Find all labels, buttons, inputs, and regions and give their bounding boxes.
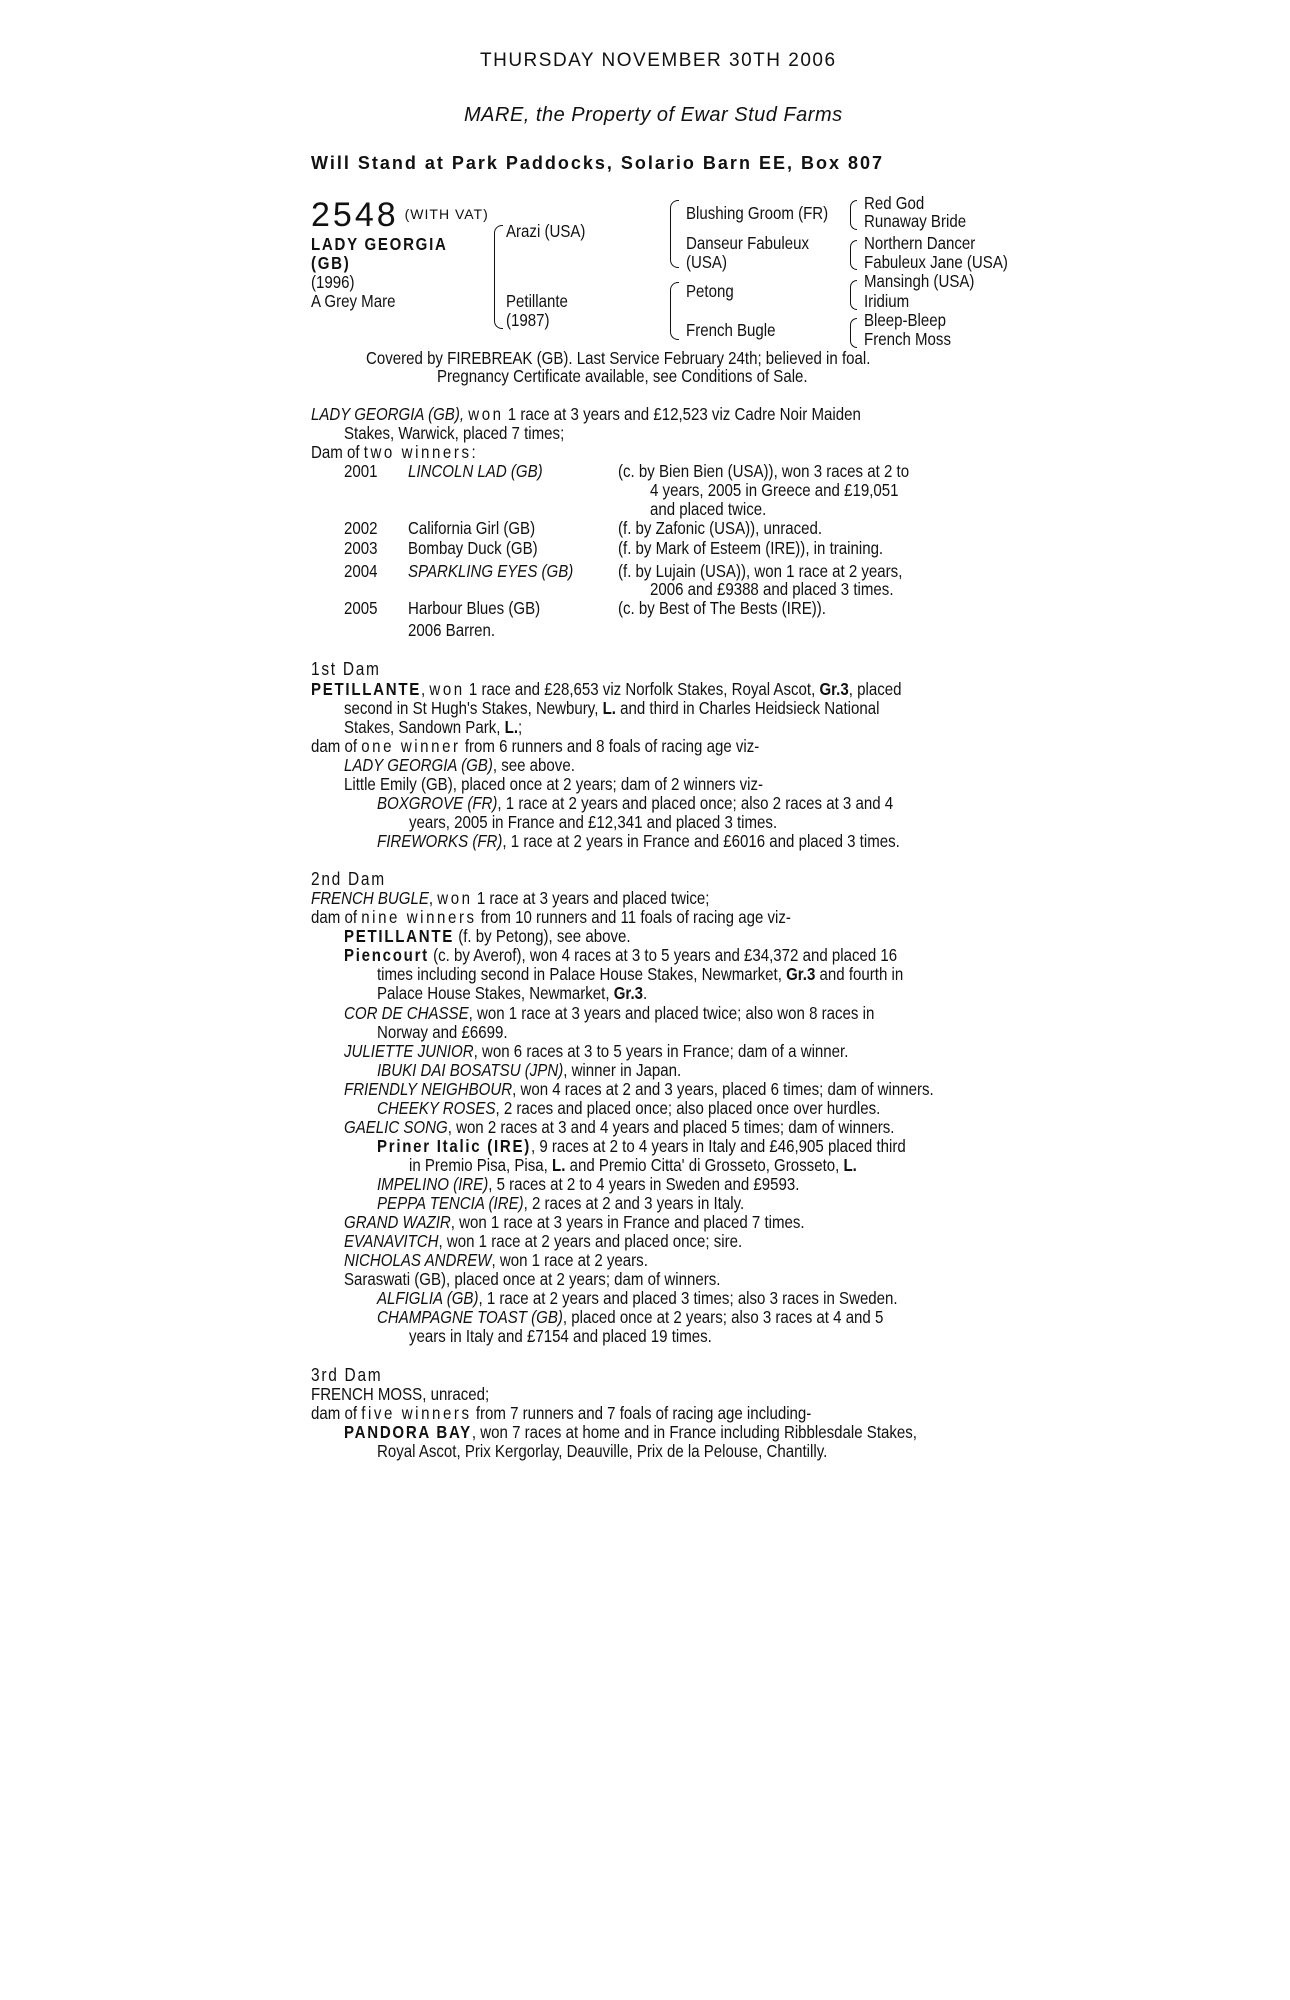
produce-detail: . — [643, 983, 648, 1003]
produce-name: CHEEKY ROSES — [377, 1098, 496, 1118]
second-dam-child — [344, 1004, 874, 1023]
group-grade: Gr.3 — [786, 964, 816, 984]
produce-name: FRIENDLY NEIGHBOUR — [344, 1079, 513, 1099]
produce-detail: (f. by Lujain (USA)), won 1 race at 2 years, — [618, 561, 903, 581]
second-dam-child — [344, 1042, 848, 1061]
second-dam-name: FRENCH BUGLE — [311, 888, 429, 908]
produce-detail: , won 1 race at 3 years in France and placed 7 times. — [450, 1212, 805, 1232]
mare-record-line2: Stakes, Warwick, placed 7 times; — [344, 423, 565, 443]
horse-year: (1996) — [311, 272, 355, 292]
produce-name: GAELIC SONG — [344, 1117, 448, 1137]
produce-name: FIREWORKS (FR) — [377, 831, 503, 851]
property-line: MARE, the Property of Ewar Stud Farms — [464, 104, 843, 126]
vat-note: (WITH VAT) — [404, 206, 489, 222]
dam-of-count: nine winners — [361, 907, 477, 927]
second-dam-won: won — [437, 888, 473, 908]
first-dam-text: and third in Charles Heidsieck National — [615, 698, 880, 718]
pedigree-dsd: Iridium — [864, 291, 910, 311]
produce-detail: (f. by Mark of Esteem (IRE)), in training. — [618, 538, 884, 558]
produce-name: IMPELINO (IRE) — [377, 1174, 489, 1194]
pedigree-sdd: Fabuleux Jane (USA) — [864, 252, 1008, 272]
pedigree-sds: Northern Dancer — [864, 233, 976, 253]
produce-name: Priner Italic (IRE) — [377, 1136, 531, 1156]
brace-gen1 — [494, 225, 503, 329]
first-dam-text: Stakes, Sandown Park, — [344, 717, 505, 737]
second-dam-child-cont — [377, 984, 647, 1003]
pedigree-ddd: French Moss — [864, 329, 951, 349]
first-dam-text: 1 race and £28,653 viz Norfolk Stakes, Royal Ascot, — [464, 679, 820, 699]
second-dam-child: Saraswati (GB), placed once at 2 years; dam of winners. — [344, 1269, 721, 1289]
second-dam-grandchild — [377, 1137, 906, 1156]
second-dam-child — [344, 927, 631, 946]
pedigree-dss: Mansingh (USA) — [864, 271, 975, 291]
dam-of-suffix: from 7 runners and 7 foals of racing age including- — [471, 1403, 812, 1423]
third-dam-name: FRENCH MOSS, unraced; — [311, 1384, 490, 1404]
produce-name: LINCOLN LAD (GB) — [408, 461, 543, 481]
pedigree-dam: Petillante — [506, 291, 568, 311]
produce-year: 2005 — [344, 598, 378, 618]
second-dam-grandchild — [377, 1194, 744, 1213]
first-dam-won: won — [429, 679, 465, 699]
produce-name: PEPPA TENCIA (IRE) — [377, 1193, 524, 1213]
stand-location: Will Stand at Park Paddocks, Solario Barn EE, Box 807 — [311, 153, 884, 173]
listed-grade: L. — [843, 1155, 857, 1175]
produce-name: EVANAVITCH — [344, 1231, 439, 1251]
first-dam-child2: Little Emily (GB), placed once at 2 years; dam of 2 winners viz- — [344, 774, 764, 794]
produce-detail: , 5 races at 2 to 4 years in Sweden and £9593. — [488, 1174, 800, 1194]
brace-dam-line — [670, 282, 679, 340]
second-dam-line1: FRENCH BUGLE, won 1 race at 3 years and placed twice; — [311, 888, 710, 908]
first-dam-name: PETILLANTE — [311, 679, 422, 699]
first-dam-text: ; — [518, 717, 523, 737]
produce-detail: , placed once at 2 years; also 3 races at 4 and 5 — [562, 1307, 884, 1327]
produce-detail: and Premio Citta' di Grosseto, Grosseto, — [565, 1155, 844, 1175]
produce-detail: , won 6 races at 3 to 5 years in France; dam of a winner. — [473, 1041, 849, 1061]
second-dam-grandchild — [377, 1175, 799, 1194]
brace-sd — [850, 240, 857, 270]
produce-detail: , won 1 race at 2 years and placed once; sire. — [438, 1231, 743, 1251]
second-dam-grandchild-cont: years in Italy and £7154 and placed 19 times. — [409, 1326, 712, 1346]
produce-detail: 2006 and £9388 and placed 3 times. — [650, 579, 894, 599]
dam-of-suffix: from 10 runners and 11 foals of racing age viz- — [476, 907, 791, 927]
produce-name: Bombay Duck (GB) — [408, 538, 538, 558]
produce-year: 2004 — [344, 561, 378, 581]
pedigree-sire-dam: Danseur Fabuleux — [686, 233, 809, 253]
horse-description: A Grey Mare — [311, 291, 396, 311]
produce-detail: 4 years, 2005 in Greece and £19,051 — [650, 480, 899, 500]
brace-sire-line — [670, 200, 679, 268]
pedigree-ssd: Runaway Bride — [864, 211, 967, 231]
produce-detail: in Premio Pisa, Pisa, — [409, 1155, 553, 1175]
second-dam-grandchild-cont — [409, 1156, 857, 1175]
second-dam-child-cont — [377, 965, 903, 984]
sale-date: THURSDAY NOVEMBER 30TH 2006 — [480, 50, 837, 71]
mare-won: won — [468, 404, 504, 424]
produce-year: 2002 — [344, 518, 378, 538]
second-dam-heading: 2nd Dam — [311, 869, 386, 889]
produce-detail: , 9 races at 2 to 4 years in Italy and £46,905 placed third — [530, 1136, 906, 1156]
pedigree-sire-sire: Blushing Groom (FR) — [686, 203, 829, 223]
produce-name: CHAMPAGNE TOAST (GB) — [377, 1307, 563, 1327]
produce-detail: times including second in Palace House Stakes, Newmarket, — [377, 964, 787, 984]
horse-country: (GB) — [311, 253, 351, 273]
produce-detail: , 1 race at 2 years and placed 3 times; also 3 races in Sweden. — [478, 1288, 898, 1308]
first-dam-grandchild1 — [377, 794, 893, 813]
produce-name: California Girl (GB) — [408, 518, 536, 538]
pedigree-sire: Arazi (USA) — [506, 221, 586, 241]
dam-of-suffix: from 6 runners and 8 foals of racing age viz- — [460, 736, 760, 756]
dam-of-suffix: : — [471, 442, 476, 462]
listed-grade: L. — [602, 698, 616, 718]
produce-detail: , see above. — [492, 755, 575, 775]
second-dam-grandchild — [377, 1308, 883, 1327]
produce-detail: , won 2 races at 3 and 4 years and placed 5 times; dam of winners. — [447, 1117, 895, 1137]
second-dam-child — [344, 1118, 894, 1137]
second-dam-damof — [311, 908, 791, 927]
produce-detail: , won 7 races at home and in France including Ribblesdale Stakes, — [471, 1422, 917, 1442]
pedigree-dds: Bleep-Bleep — [864, 310, 947, 330]
second-dam-child — [344, 1251, 648, 1270]
first-dam-damof — [311, 737, 759, 756]
first-dam-line2 — [344, 699, 879, 718]
pedigree-dam-year: (1987) — [506, 310, 550, 330]
second-dam-child — [344, 946, 897, 965]
first-dam-grandchild2 — [377, 832, 900, 851]
produce-detail: (c. by Averof), won 4 races at 3 to 5 years and £34,372 and placed 16 — [428, 945, 898, 965]
produce-detail: (f. by Petong), see above. — [454, 926, 631, 946]
produce-detail: (c. by Bien Bien (USA)), won 3 races at 2 to — [618, 461, 910, 481]
pedigree-sire-dam-country: (USA) — [686, 252, 727, 272]
produce-year: 2001 — [344, 461, 378, 481]
listed-grade: L. — [552, 1155, 566, 1175]
produce-detail: and fourth in — [815, 964, 904, 984]
produce-detail: (f. by Zafonic (USA)), unraced. — [618, 518, 823, 538]
covered-line: Covered by FIREBREAK (GB). Last Service February 24th; believed in foal. — [366, 348, 871, 368]
pregnancy-line: Pregnancy Certificate available, see Conditions of Sale. — [437, 366, 808, 386]
mare-name: LADY GEORGIA (GB), — [311, 404, 465, 424]
produce-name: SPARKLING EYES (GB) — [408, 561, 574, 581]
produce-detail: Palace House Stakes, Newmarket, — [377, 983, 614, 1003]
produce-detail: , 1 race at 2 years in France and £6016 and placed 3 times. — [502, 831, 900, 851]
third-dam-damof — [311, 1404, 811, 1423]
second-dam-grandchild — [377, 1099, 880, 1118]
first-dam-grandchild1-cont: years, 2005 in France and £12,341 and placed 3 times. — [409, 812, 778, 832]
produce-name: GRAND WAZIR — [344, 1212, 451, 1232]
listed-grade: L. — [504, 717, 519, 737]
produce-detail: , 2 races and placed once; also placed once over hurdles. — [495, 1098, 881, 1118]
second-dam-child-cont: Norway and £6699. — [377, 1022, 508, 1042]
brace-ds — [850, 280, 857, 310]
produce-name: Piencourt — [344, 945, 429, 965]
dam-of-count: one winner — [361, 736, 461, 756]
produce-detail: , winner in Japan. — [563, 1060, 682, 1080]
produce-name: Harbour Blues (GB) — [408, 598, 541, 618]
group-grade: Gr.3 — [613, 983, 644, 1003]
produce-detail: , 2 races at 2 and 3 years in Italy. — [523, 1193, 745, 1213]
brace-ss — [850, 200, 857, 230]
mare-dam-of — [311, 443, 476, 462]
dam-of-prefix: Dam of — [311, 442, 364, 462]
third-dam-heading: 3rd Dam — [311, 1365, 383, 1385]
produce-name: JULIETTE JUNIOR — [344, 1041, 474, 1061]
produce-detail: , won 1 race at 2 years. — [491, 1250, 648, 1270]
produce-name: NICHOLAS ANDREW — [344, 1250, 492, 1270]
second-dam-child — [344, 1232, 742, 1251]
third-dam-child — [344, 1423, 917, 1442]
group-grade: Gr.3 — [819, 679, 849, 699]
produce-name: PETILLANTE — [344, 926, 455, 946]
produce-detail: (c. by Best of The Bests (IRE)). — [618, 598, 826, 618]
produce-name: LADY GEORGIA (GB) — [344, 755, 493, 775]
lot-number — [311, 196, 489, 235]
first-dam-child1 — [344, 756, 575, 775]
lot-number-value: 2548 — [311, 196, 399, 234]
brace-dd — [850, 318, 857, 348]
produce-detail: , won 1 race at 3 years and placed twice; also won 8 races in — [468, 1003, 875, 1023]
first-dam-text: second in St Hugh's Stakes, Newbury, — [344, 698, 603, 718]
third-dam-child-cont: Royal Ascot, Prix Kergorlay, Deauville, Prix de la Pelouse, Chantilly. — [377, 1441, 828, 1461]
pedigree-dam-sire: Petong — [686, 281, 734, 301]
pedigree-dam-dam: French Bugle — [686, 320, 776, 340]
dam-of-count: five winners — [361, 1403, 472, 1423]
dam-of-prefix: dam of — [311, 736, 362, 756]
produce-name: COR DE CHASSE — [344, 1003, 469, 1023]
produce-detail: , 1 race at 2 years and placed once; also 2 races at 3 and 4 — [497, 793, 894, 813]
first-dam-line1: PETILLANTE, won 1 race and £28,653 viz Norfolk Stakes, Royal Ascot, Gr.3, placed — [311, 679, 902, 699]
pedigree-sss: Red God — [864, 193, 925, 213]
mare-record-line1 — [311, 405, 861, 424]
produce-name: IBUKI DAI BOSATSU (JPN) — [377, 1060, 564, 1080]
first-dam-heading: 1st Dam — [311, 659, 381, 679]
dam-of-prefix: dam of — [311, 1403, 362, 1423]
second-dam-child — [344, 1080, 934, 1099]
dam-of-prefix: dam of — [311, 907, 362, 927]
second-dam-child — [344, 1213, 805, 1232]
barren-line: 2006 Barren. — [408, 620, 496, 640]
first-dam-text: , placed — [848, 679, 902, 699]
horse-name: LADY GEORGIA — [311, 234, 448, 254]
produce-year: 2003 — [344, 538, 378, 558]
second-dam-grandchild — [377, 1289, 898, 1308]
mare-record-text: 1 race at 3 years and £12,523 viz Cadre Noir Maiden — [503, 404, 861, 424]
produce-name: ALFIGLIA (GB) — [377, 1288, 479, 1308]
first-dam-line3 — [344, 718, 522, 737]
second-dam-text: 1 race at 3 years and placed twice; — [472, 888, 710, 908]
second-dam-grandchild — [377, 1061, 681, 1080]
produce-name: PANDORA BAY — [344, 1422, 472, 1442]
dam-of-count: two winners — [363, 442, 472, 462]
produce-detail: , won 4 races at 2 and 3 years, placed 6 times; dam of winners. — [512, 1079, 934, 1099]
produce-name: BOXGROVE (FR) — [377, 793, 498, 813]
produce-detail: and placed twice. — [650, 499, 767, 519]
